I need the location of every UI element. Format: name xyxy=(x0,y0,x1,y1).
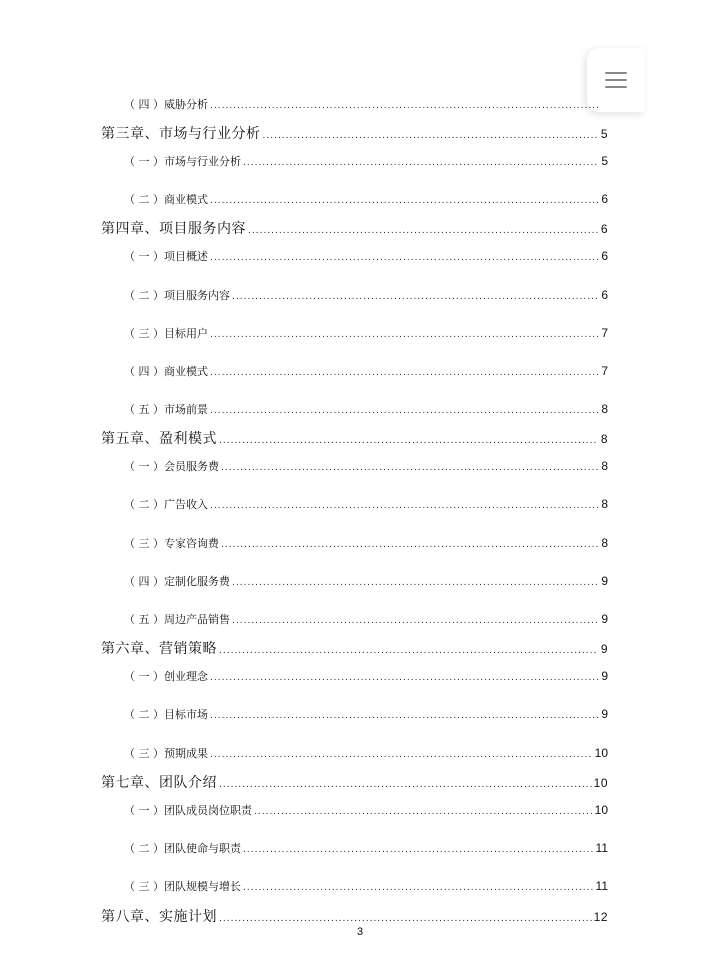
toc-section-entry[interactable] xyxy=(124,668,608,688)
toc-entry-page-number: 10 xyxy=(594,746,608,760)
page-number: 3 xyxy=(356,926,364,938)
toc-entry-title: 第五章、盈利模式 xyxy=(101,431,217,447)
toc-entry-number: （ 四 ） xyxy=(124,575,164,588)
toc-entry-number: （ 五 ） xyxy=(124,613,164,626)
toc-section-entry[interactable] xyxy=(124,496,608,516)
toc-entry-number: （ 三 ） xyxy=(124,880,164,893)
toc-entry-number: （ 五 ） xyxy=(124,403,164,416)
toc-dot-leader xyxy=(219,646,598,656)
toc-entry-page-number: 11 xyxy=(595,841,608,855)
toc-section-entry[interactable] xyxy=(124,706,608,726)
toc-dot-leader xyxy=(210,196,598,206)
toc-chapter-entry[interactable] xyxy=(101,428,608,448)
toc-entry-title: 威胁分析 xyxy=(164,98,208,111)
toc-dot-leader xyxy=(210,711,598,721)
toc-entry-page-number: 8 xyxy=(600,432,608,446)
toc-entry-page-number: 8 xyxy=(601,497,608,511)
toc-entry-title: 目标用户 xyxy=(164,327,208,340)
toc-entry-number: （ 一 ） xyxy=(124,155,164,168)
toc-chapter-entry[interactable] xyxy=(101,218,608,238)
toc-entry-number: （ 一 ） xyxy=(124,250,164,263)
toc-entry-title: 目标市场 xyxy=(164,708,208,721)
toc-chapter-entry[interactable] xyxy=(101,772,608,792)
toc-entry-page-number: 6 xyxy=(601,249,608,263)
toc-entry-number: （ 四 ） xyxy=(124,365,164,378)
toc-dot-leader xyxy=(210,406,598,416)
toc-entry-page-number: 10 xyxy=(594,803,608,817)
toc-dot-leader xyxy=(219,436,598,446)
toc-section-entry[interactable] xyxy=(124,535,608,555)
toc-entry-page-number: 8 xyxy=(601,402,608,416)
toc-entry-page-number: 9 xyxy=(601,574,608,588)
toc-dot-leader xyxy=(248,226,598,236)
toc-entry-number: （ 二 ） xyxy=(124,289,164,302)
toc-entry-title: 团队成员岗位职责 xyxy=(164,804,252,817)
toc-dot-leader xyxy=(210,750,593,760)
toc-entry-title: 团队规模与增长 xyxy=(164,880,241,893)
toc-entry-number: （ 三 ） xyxy=(124,747,164,760)
toc-entry-number: （ 二 ） xyxy=(124,708,164,721)
toc-entry-title: 商业模式 xyxy=(164,193,208,206)
toc-dot-leader xyxy=(210,368,598,378)
toc-entry-page-number: 5 xyxy=(600,127,608,141)
toc-section-entry[interactable] xyxy=(124,248,608,268)
toc-entry-title: 团队使命与职责 xyxy=(164,842,241,855)
toc-entry-number: （ 一 ） xyxy=(124,670,164,683)
toc-dot-leader xyxy=(254,807,593,817)
toc-dot-leader xyxy=(219,914,592,924)
toc-dot-leader xyxy=(221,540,598,550)
toc-section-entry[interactable] xyxy=(124,878,608,898)
toc-chapter-entry[interactable] xyxy=(101,123,608,143)
toc-entry-title: 第四章、项目服务内容 xyxy=(101,221,246,237)
toc-entry-title: 创业理念 xyxy=(164,670,208,683)
toc-entry-title: 专家咨询费 xyxy=(164,537,219,550)
toc-dot-leader xyxy=(210,330,598,340)
toc-entry-page-number: 6 xyxy=(601,192,608,206)
toc-entry-number: （ 四 ） xyxy=(124,98,164,111)
toc-section-entry[interactable] xyxy=(124,191,608,211)
toc-entry-page-number: 9 xyxy=(601,669,608,683)
toc-dot-leader xyxy=(232,578,598,588)
toc-chapter-entry[interactable] xyxy=(101,906,608,926)
toc-entry-number: （ 三 ） xyxy=(124,537,164,550)
toc-entry-number: （ 二 ） xyxy=(124,842,164,855)
toc-dot-leader xyxy=(210,253,598,263)
toc-entry-title: 会员服务费 xyxy=(164,460,219,473)
toc-entry-page-number: 10 xyxy=(593,776,608,790)
toc-section-entry[interactable] xyxy=(124,745,608,765)
toc-entry-title: 第三章、市场与行业分析 xyxy=(101,126,261,142)
toc-dot-leader xyxy=(221,463,598,473)
toc-entry-page-number: 9 xyxy=(600,642,608,656)
toc-entry-page-number: 7 xyxy=(601,364,608,378)
toc-entry-number: （ 二 ） xyxy=(124,498,164,511)
toc-entry-title: 第六章、营销策略 xyxy=(101,641,217,657)
toc-dot-leader xyxy=(243,883,594,893)
toc-entry-title: 定制化服务费 xyxy=(164,575,230,588)
toc-chapter-entry[interactable] xyxy=(101,638,608,658)
toc-entry-title: 第七章、团队介绍 xyxy=(101,775,217,791)
toc-section-entry[interactable] xyxy=(124,840,608,860)
toc-section-entry[interactable] xyxy=(124,611,608,631)
toc-entry-page-number: 6 xyxy=(600,222,608,236)
toc-entry-page-number: 9 xyxy=(601,612,608,626)
toc-dot-leader xyxy=(219,780,592,790)
toc-section-entry[interactable] xyxy=(124,802,608,822)
toc-entry-number: （ 一 ） xyxy=(124,460,164,473)
toc-section-entry[interactable] xyxy=(124,573,608,593)
toc-entry-title: 市场前景 xyxy=(164,403,208,416)
toc-section-entry[interactable] xyxy=(124,401,608,421)
toc-entry-title: 商业模式 xyxy=(164,365,208,378)
toc-entry-page-number: 11 xyxy=(595,879,608,893)
toc-dot-leader xyxy=(210,673,598,683)
toc-entry-title: 预期成果 xyxy=(164,747,208,760)
toc-dot-leader xyxy=(232,616,598,626)
toc-entry-title: 项目概述 xyxy=(164,250,208,263)
toc-section-entry[interactable] xyxy=(124,458,608,478)
toc-section-entry[interactable] xyxy=(124,153,608,173)
toc-section-entry[interactable] xyxy=(124,96,608,116)
toc-section-entry[interactable] xyxy=(124,287,608,307)
toc-entry-number: （ 一 ） xyxy=(124,804,164,817)
toc-entry-page-number: 8 xyxy=(601,536,608,550)
toc-entry-page-number: 6 xyxy=(601,288,608,302)
toc-entry-title: 周边产品销售 xyxy=(164,613,230,626)
toc-entry-number: （ 二 ） xyxy=(124,193,164,206)
toc-dot-leader xyxy=(232,292,598,302)
toc-entry-title: 广告收入 xyxy=(164,498,208,511)
toc-entry-page-number: 9 xyxy=(601,707,608,721)
toc-section-entry[interactable] xyxy=(124,363,608,383)
toc-entry-title: 第八章、实施计划 xyxy=(101,909,217,925)
toc-dot-leader xyxy=(210,101,600,111)
toc-dot-leader xyxy=(263,131,599,141)
hamburger-menu-icon xyxy=(605,67,627,93)
toc-entry-page-number: 8 xyxy=(601,459,608,473)
toc-section-entry[interactable] xyxy=(124,325,608,345)
toc-entry-number: （ 三 ） xyxy=(124,327,164,340)
toc-entry-page-number: 5 xyxy=(601,154,608,168)
toc-entry-title: 市场与行业分析 xyxy=(164,155,241,168)
toc-dot-leader xyxy=(243,158,598,168)
toc-dot-leader xyxy=(210,501,598,511)
toc-entry-page-number: 7 xyxy=(601,326,608,340)
toc-entry-title: 项目服务内容 xyxy=(164,289,230,302)
toc-entry-page-number: 12 xyxy=(593,910,608,924)
toc-dot-leader xyxy=(243,845,594,855)
